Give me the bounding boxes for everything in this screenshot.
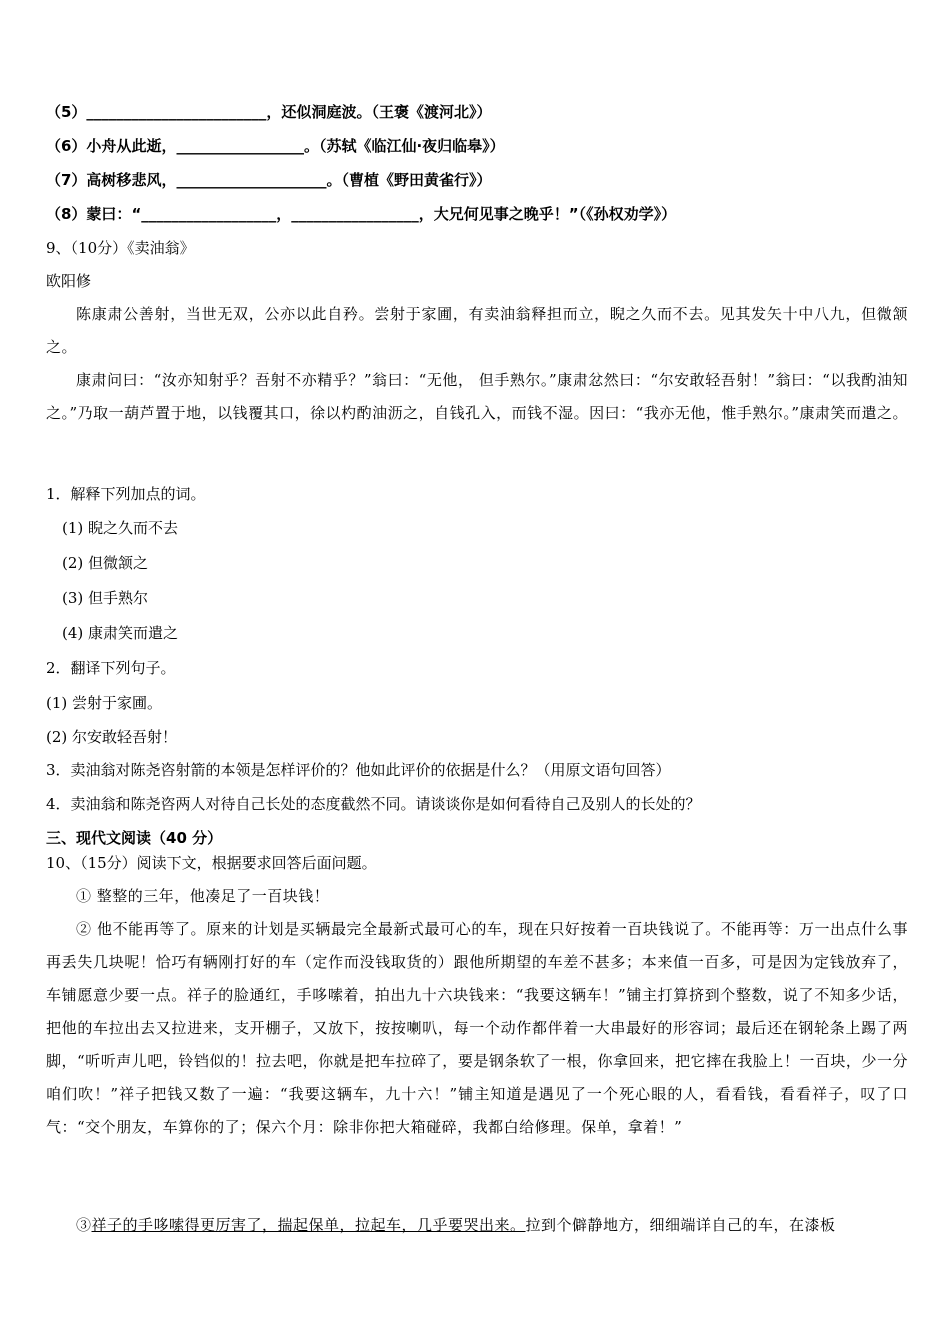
section-3-title: 三、现代文阅读（40 分） xyxy=(46,829,223,847)
sub-question-1-item-3: (3) 但手熟尔 xyxy=(62,589,149,607)
author-name: 欧阳修 xyxy=(46,272,92,290)
sub-question-2: 2．翻译下列句子。 xyxy=(46,659,176,677)
sub-question-1-item-4: (4) 康肃笑而遣之 xyxy=(62,624,179,642)
sub-question-2-item-1: (1) 尝射于家圃。 xyxy=(46,694,163,712)
sub-question-1: 1．解释下列加点的词。 xyxy=(46,485,206,503)
question-9-header: 9、（10分）《卖油翁》 xyxy=(46,239,195,257)
sub-question-1-item-1: (1) 睨之久而不去 xyxy=(62,519,179,537)
sub-question-3: 3．卖油翁对陈尧咨射箭的本领是怎样评价的？他如此评价的依据是什么？（用原文语句回答） xyxy=(46,761,671,779)
sub-question-4: 4．卖油翁和陈尧咨两人对待自己长处的态度截然不同。请谈谈你是如何看待自己及别人的长处的？ xyxy=(46,795,701,813)
story-paragraph-2: ② 他不能再等了。原来的计划是买辆最完全最新式最可心的车，现在只好按着一百块钱说了。不能再等：万一出点什么事再丢失几块呢！恰巧有辆刚打好的车（定作而没钱取货的）跟他所期望的车差不甚多；本来值一百多，可是因为定钱放弃了，车铺愿意少要一点。祥子的脸通红，手哆嗦着，拍出九十六块钱来：“我要这辆车！”铺主打算挤到个整数，说了不知多少话，把他的车拉出去又拉进来，支开棚子，又放下，按按喇叭，每一个动作都伴着一大串最好的形容词；最后还在钢轮条上踢了两脚，“听听声儿吧，铃铛似的！拉去吧，你就是把车拉碎了，要是钢条软了一根，你拿回来，把它摔在我脸上！一百块，少一分咱们吹！”祥子把钱又数了一遍：“我要这辆车，九十六！”铺主知道是遇见了一个死心眼的人，看看钱，看看祥子，叹了口气：“交个朋友，车算你的了；保六个月：除非你把大箱碰碎，我都白给修理。保单，拿着！” xyxy=(46,920,908,1136)
story-paragraph-3 xyxy=(46,1209,908,1242)
story-paragraph-1: ① 整整的三年，他凑足了一百块钱！ xyxy=(76,887,330,905)
sub-question-2-item-2: (2) 尔安敢轻吾射！ xyxy=(46,728,178,746)
question-10-header: 10、（15分）阅读下文，根据要求回答后面问题。 xyxy=(46,854,377,872)
passage-paragraph-2: 康肃问曰：“汝亦知射乎？吾射不亦精乎？”翁曰：“无他， 但手熟尔。”康肃忿然曰：“尔安敢轻吾射！”翁曰：“以我酌油知之。”乃取一葫芦置于地，以钱覆其口，徐以杓酌油沥之，自钱孔入，而钱不湿。因曰：“我亦无他，惟手熟尔。”康肃笑而遣之。 xyxy=(46,371,909,422)
fill-blank-7: （7）高树移悲风，____________________。（曹植《野田黄雀行》） xyxy=(46,171,492,189)
paragraph-3-rest: 拉到个僻静地方，细细端详自己的车，在漆板 xyxy=(525,1216,836,1234)
fill-blank-8: （8）蒙曰：“__________________，_________________，大兄何见事之晚乎！”（《孙权劝学》） xyxy=(46,205,677,223)
paragraph-3-number: ③ xyxy=(76,1216,92,1234)
fill-blank-6: （6）小舟从此逝，_________________。（苏轼《临江仙·夜归临皋》） xyxy=(46,137,505,155)
fill-blank-5: （5）________________________，还似洞庭波。（王褒《渡河北》） xyxy=(46,103,492,121)
underlined-sentence: 祥子的手哆嗦得更厉害了，揣起保单，拉起车，几乎要哭出来。 xyxy=(91,1216,526,1234)
sub-question-1-item-2: (2) 但微颔之 xyxy=(62,554,149,572)
passage-paragraph-1: 陈康肃公善射，当世无双，公亦以此自矜。尝射于家圃，有卖油翁释担而立，睨之久而不去。见其发矢十中八九，但微颔之。 xyxy=(46,305,908,356)
